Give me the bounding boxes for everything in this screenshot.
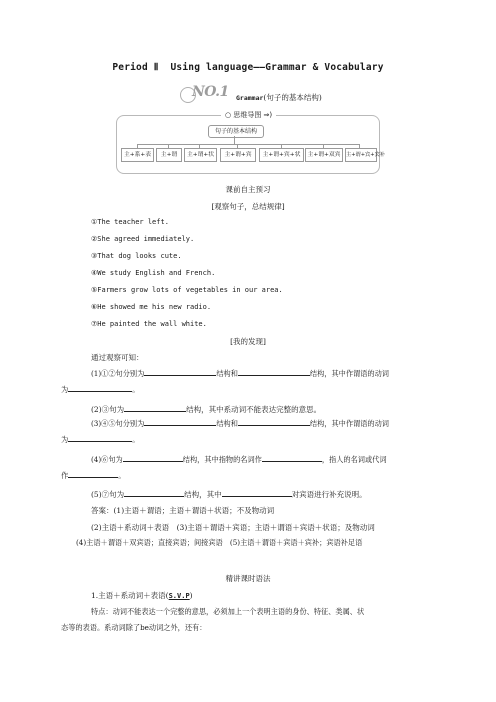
- example-sentence: ⑦He painted the wall white.: [91, 320, 207, 328]
- mindmap-node: 主+谓+状: [184, 148, 217, 162]
- answer-blank[interactable]: [124, 403, 186, 412]
- question-3: (3)④⑤句分别为 结构和 结构，其中作谓语的动词 为 。: [61, 419, 389, 444]
- question-5: (5)⑦句为 结构，其中 对宾语进行补充说明。: [91, 490, 367, 499]
- answer-blank[interactable]: [68, 433, 132, 442]
- answer-blank[interactable]: [238, 367, 310, 376]
- question-1: (1)①②句分别为 结构和 结构，其中作谓语的动词 为 。: [61, 369, 389, 394]
- grammar-heading-en: Grammar: [236, 94, 264, 102]
- mindmap-root: 句子的基本结构: [208, 125, 264, 138]
- example-sentence: ③That dog looks cute.: [91, 252, 182, 260]
- answer-blank[interactable]: [68, 383, 132, 392]
- answer-line: (2)主语＋系动词＋表语 (3)主语＋谓语＋宾语；主语＋谓语＋宾语＋状语；及物动词: [91, 523, 375, 532]
- answer-blank[interactable]: [262, 453, 322, 462]
- grammar-heading-cn: (句子的基本结构): [263, 93, 322, 102]
- observe-heading: [观察句子，总结规律]: [211, 202, 285, 211]
- feature-paragraph: 特点：动词不能表达一个完整的意思，必须加上一个表明主语的身份、特征、类属、状 态等的表语。系动词除了be动词之外，还有：: [61, 607, 365, 632]
- mindmap-branch-line: [137, 144, 359, 145]
- example-sentence: ④We study English and French.: [91, 269, 216, 277]
- example-sentence: ⑥He showed me his new radio.: [91, 303, 212, 311]
- discovery-intro: 通过观察可知：: [91, 353, 144, 362]
- mindmap-node: 主+谓+宾: [220, 148, 256, 162]
- logo-text: NO.1: [192, 84, 229, 100]
- page-title: Period Ⅱ Using language——Grammar & Vocabulary: [112, 62, 384, 73]
- example-sentence: ⑤Farmers grow lots of vegetables in our area.: [91, 286, 283, 294]
- example-sentence: ②She agreed immediately.: [91, 235, 195, 243]
- section-1-title: 1.主语＋系动词＋表语(S.V.P): [91, 591, 193, 600]
- answer-blank[interactable]: [68, 469, 118, 478]
- answer-line: (4)主语＋谓语＋双宾语；直接宾语；间接宾语 (5)主语＋谓语＋宾语＋宾补；宾语补足语: [76, 538, 363, 547]
- answer-blank[interactable]: [222, 488, 292, 497]
- example-sentence: ①The teacher left.: [91, 218, 169, 226]
- answer-blank[interactable]: [123, 453, 183, 462]
- preview-heading: 课前自主预习: [225, 185, 271, 194]
- mindmap-node: 主+谓+宾+宾补: [345, 148, 377, 162]
- mindmap-node: 主+谓: [156, 148, 182, 162]
- answer-line: 答案：(1)主语＋谓语；主语＋谓语＋状语；不及物动词: [91, 506, 275, 515]
- mindmap-node: 主+谓+双宾: [305, 148, 343, 162]
- section-number-logo: [176, 84, 236, 106]
- question-4: (4)⑥句为 结构，其中指物的名词作 ，指人的名词或代词 作 。: [61, 455, 387, 480]
- question-2: (2)③句为 结构，其中系动词不能表达完整的意思。: [91, 405, 322, 414]
- answer-blank[interactable]: [144, 417, 216, 426]
- discovery-heading: [我的发现]: [230, 337, 266, 346]
- mindmap-node: 主+谓+宾+状: [259, 148, 304, 162]
- mindmap-node: 主+系+表: [121, 148, 154, 162]
- answer-blank[interactable]: [124, 488, 184, 497]
- grammar-heading: [236, 92, 322, 103]
- mindmap-label: ○ 思维导图 ⇒): [221, 110, 276, 120]
- answer-blank[interactable]: [238, 417, 310, 426]
- answer-blank[interactable]: [144, 367, 216, 376]
- lecture-heading: 精讲课时语法: [225, 574, 271, 583]
- mindmap-trunk: [234, 136, 235, 144]
